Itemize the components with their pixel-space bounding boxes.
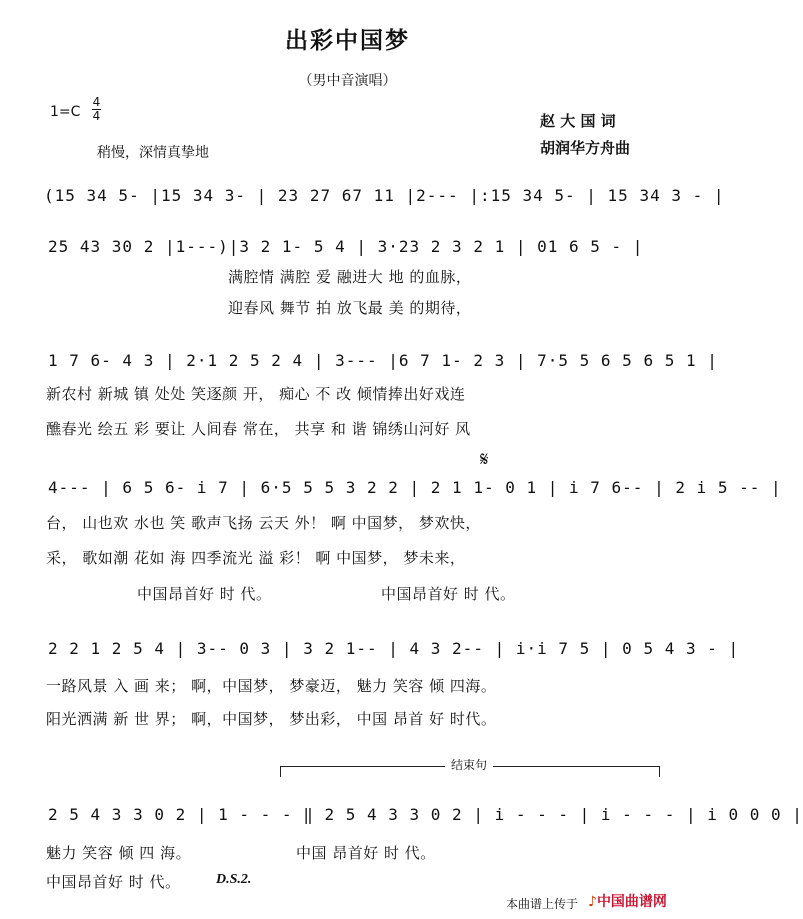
score-row-5-lyric-verse1: 一路风景 入 画 来； 啊，中国梦， 梦豪迈， 魅力 笑容 倾 四海。 bbox=[46, 677, 497, 695]
meter-top: 4 bbox=[92, 95, 101, 109]
score-row-4-lyric-verse3-b: 中国昂首好 时 代。 bbox=[381, 585, 516, 603]
site-logo-icon: ♪ bbox=[588, 894, 597, 910]
coda-label: 结束句 bbox=[445, 756, 493, 773]
score-row-1-notes: (15 34 5- |15 34 3- | 23 27 67 11 |2--- |:15 34 5- | 15 34 3 - | bbox=[44, 186, 725, 205]
song-title: 出彩中国梦 bbox=[285, 28, 410, 54]
score-row-6-lyric-verse2: 中国昂首好 时 代。 bbox=[46, 873, 181, 891]
score-row-4-lyric-verse3-a: 中国昂首好 时 代。 bbox=[137, 585, 272, 603]
performer-note: （男中音演唱） bbox=[298, 73, 397, 89]
score-row-6-lyric-verse1-b: 中国 昂首好 时 代。 bbox=[296, 844, 436, 862]
score-row-5-lyric-verse2: 阳光洒满 新 世 界； 啊，中国梦， 梦出彩， 中国 昂首 好 时代。 bbox=[46, 710, 497, 728]
score-row-4-notes: 4--- | 6 5 6- i 7 | 6·5 5 5 3 2 2 | 2 1 1- 0 1 | i 7 6-- | 2 i 5 -- | bbox=[48, 478, 782, 497]
meter-bottom: 4 bbox=[92, 109, 101, 123]
score-row-3-notes: 1 7 6- 4 3 | 2·1 2 5 2 4 | 3--- |6 7 1- 2 3 | 7·5 5 6 5 6 5 1 | bbox=[48, 351, 718, 370]
score-row-3-lyric-verse2: 醮春光 绘五 彩 要让 人间春 常在， 共享 和 谐 锦绣山河好 风 bbox=[46, 420, 471, 438]
score-row-5-notes: 2 2 1 2 5 4 | 3-- 0 3 | 3 2 1-- | 4 3 2-- | i·i 7 5 | 0 5 4 3 - | bbox=[48, 639, 740, 658]
score-row-3-lyric-verse1: 新农村 新城 镇 处处 笑逐颜 开， 痴心 不 改 倾情捧出好戏连 bbox=[46, 385, 466, 403]
site-name: 中国曲谱网 bbox=[596, 894, 667, 910]
score-row-4-lyric-verse2: 采， 歌如潮 花如 海 四季流光 溢 彩！ 啊 中国梦， 梦未来， bbox=[46, 549, 466, 567]
tempo-marking: 稍慢，深情真挚地 bbox=[97, 145, 209, 161]
score-row-2-notes: 25 43 30 2 |1---)|3 2 1- 5 4 | 3·23 2 3 2 1 | 01 6 5 - | bbox=[48, 237, 644, 256]
lyricist-credit: 赵 大 国 词 bbox=[540, 112, 616, 130]
key-signature: 1=C bbox=[50, 104, 81, 120]
score-row-6-lyric-verse1-a: 魅力 笑容 倾 四 海。 bbox=[46, 844, 192, 862]
segno-sign: 𝄋 bbox=[480, 449, 489, 471]
credits bbox=[540, 108, 630, 162]
score-row-4-lyric-verse1: 台， 山也欢 水也 笑 歌声飞扬 云天 外！ 啊 中国梦， 梦欢快， bbox=[46, 514, 481, 532]
site-logo[interactable] bbox=[588, 891, 667, 911]
time-signature bbox=[92, 96, 101, 123]
dal-segno-marking: D.S.2. bbox=[216, 872, 252, 887]
score-row-2-lyric-verse2: 迎春风 舞节 拍 放飞最 美 的期待， bbox=[228, 299, 472, 317]
composer-credit: 胡润华方舟曲 bbox=[540, 139, 631, 157]
upload-note: 本曲谱上传于 bbox=[506, 897, 579, 911]
score-row-2-lyric-verse1: 满腔情 满腔 爱 融进大 地 的血脉， bbox=[228, 268, 472, 286]
score-row-6-notes: 2 5 4 3 3 0 2 | 1 - - - ‖ 2 5 4 3 3 0 2 | i - - - | i - - - | i 0 0 0 | bbox=[48, 805, 803, 824]
